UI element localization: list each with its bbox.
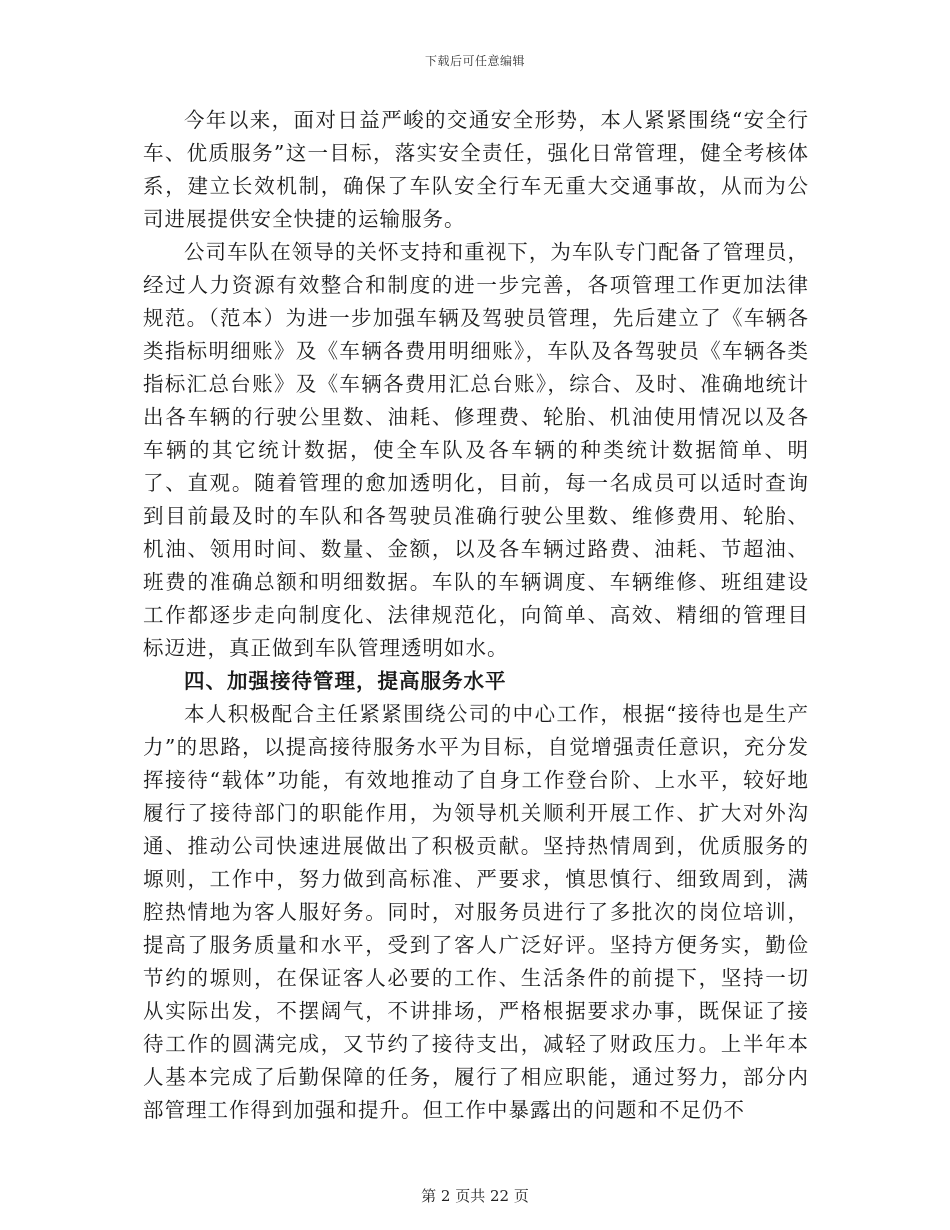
- paragraph-1: 今年以来，面对日益严峻的交通安全形势，本人紧紧围绕“安全行车、优质服务”这一目标，落实安全责任，强化日常管理，健全考核体系，建立长效机制，确保了车队安全行车无重大交通事故，从而为公司进展提供安全快捷的运输服务。: [143, 108, 809, 231]
- page-footer: 第 2 页共 22 页: [421, 1187, 529, 1205]
- document-body: [143, 104, 809, 1127]
- paragraph-2: 公司车队在领导的关怀支持和重视下，为车队专门配备了管理员，经过人力资源有效整合和制度的进一步完善，各项管理工作更加法律规范。（范本）为进一步加强车辆及驾驶员管理，先后建立了《车辆各类指标明细账》及《车辆各费用明细账》，车队及各驾驶员《车辆各类指标汇总台账》及《车辆各费用汇总台账》，综合、及时、准确地统计出各车辆的行驶公里数、油耗、修理费、轮胎、机油使用情况以及各车辆的其它统计数据，使全车队及各车辆的种类统计数据简单、明了、直观。随着管理的愈加透明化，目前，每一名成员可以适时查询到目前最及时的车队和各驾驶员准确行驶公里数、维修费用、轮胎、机油、领用时间、数量、金额，以及各车辆过路费、油耗、节超油、班费的准确总额和明细数据。车队的车辆调度、车辆维修、班组建设工作都逐步走向制度化、法律规范化，向简单、高效、精细的管理目标迈进，真正做到车队管理透明如水。: [143, 240, 809, 660]
- page-header: 下载后可任意编辑: [424, 54, 525, 68]
- section-heading: 四、加强接待管理，提高服务水平: [184, 669, 507, 693]
- paragraph-3: 本人积极配合主任紧紧围绕公司的中心工作，根据“接待也是生产力”的思路，以提高接待服务水平为目标，自觉增强责任意识，充分发挥接待“载体”功能，有效地推动了自身工作登台阶、上水平，较好地履行了接待部门的职能作用，为领导机关顺利开展工作、扩大对外沟通、推动公司快速进展做出了积极贡献。坚持热情周到，优质服务的塬则，工作中，努力做到高标准、严要求，慎思慎行、细致周到，满腔热情地为客人服好务。同时，对服务员进行了多批次的岗位培训，提高了服务质量和水平，受到了客人广泛好评。坚持方便务实，勤俭节约的塬则，在保证客人必要的工作、生活条件的前提下，坚持一切从实际出发，不摆阔气，不讲排场，严格根据要求办事，既保证了接待工作的圆满完成，又节约了接待支出，减轻了财政压力。上半年本人基本完成了后勤保障的任务，履行了相应职能，通过努力，部分内部管理工作得到加强和提升。但工作中暴露出的问题和不足仍不: [143, 702, 809, 1122]
